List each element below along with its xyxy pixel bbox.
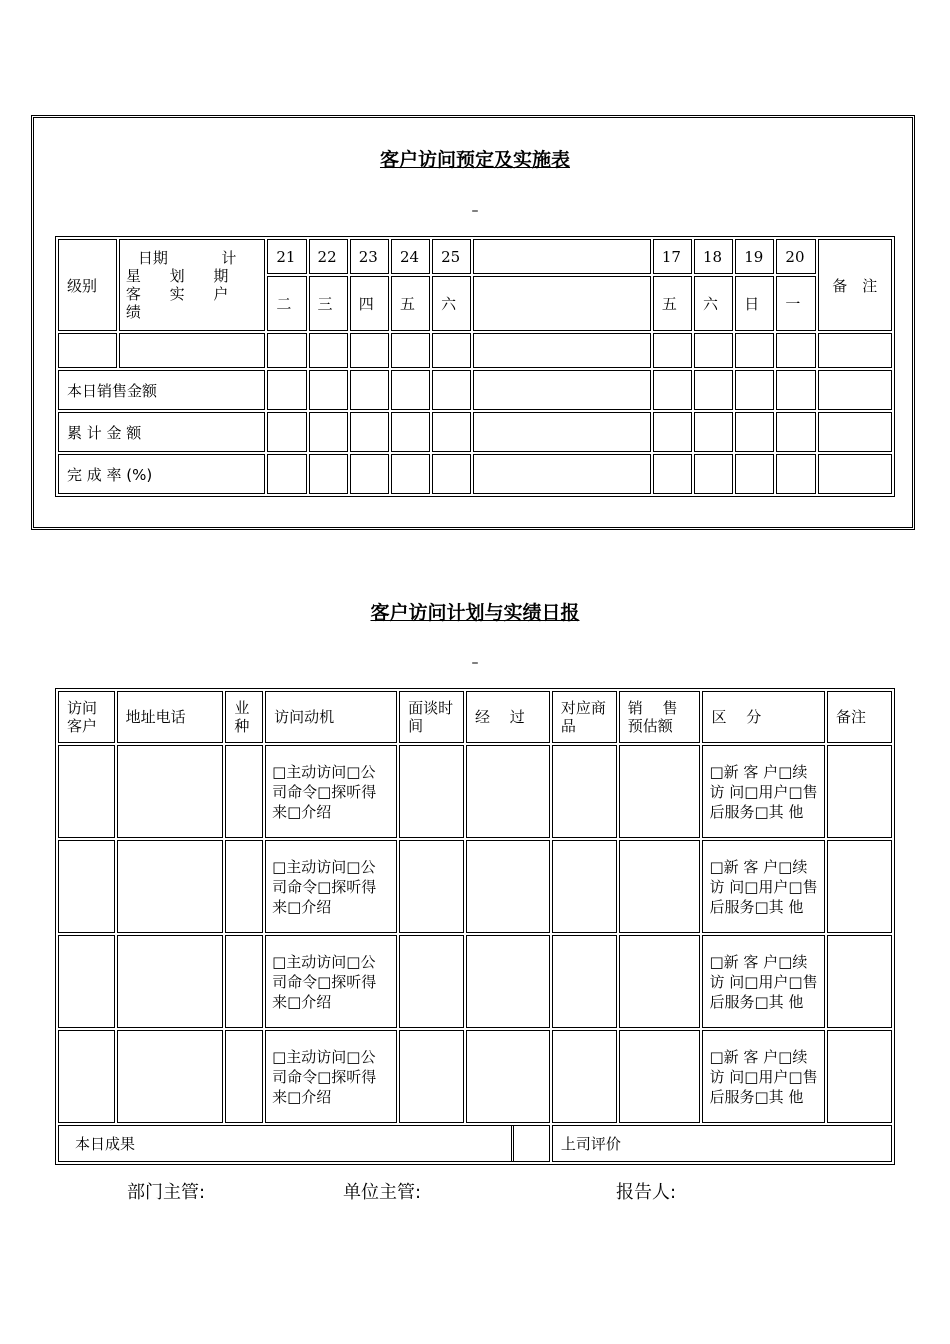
blank-cell[interactable] [694,454,733,494]
visit-customer-header: 访问客户 [58,691,115,743]
boss-review-label: 上司评价 [552,1125,892,1162]
weekday-cell: 五 [391,276,430,331]
report-title: 客户访问计划与实绩日报 [370,602,580,624]
blank-cell[interactable] [619,840,701,933]
dept-manager-label: 部门主管: [127,1182,206,1203]
blank-cell[interactable] [117,840,224,933]
blank-cell[interactable] [466,935,550,1028]
meeting-time-header: 面谈时间 [399,691,464,743]
blank-cell[interactable] [735,333,774,368]
motive-options[interactable]: □主动访问□公司命令□探听得来□介绍 [265,1030,397,1123]
plan-dash: – [471,203,479,219]
process-header: 经 过 [466,691,550,743]
blank-cell[interactable] [466,840,550,933]
blank-cell[interactable] [309,454,348,494]
report-row [58,1030,892,1123]
blank-cell[interactable] [117,1030,224,1123]
blank-cell[interactable] [225,745,263,838]
blank-cell[interactable] [552,745,617,838]
blank-cell[interactable] [653,454,692,494]
blank-cell[interactable] [350,333,389,368]
category-options[interactable]: □新 客 户□续 访 问□用户□售后服务□其 他 [702,935,825,1028]
blank-cell[interactable] [309,412,348,452]
blank-cell[interactable] [776,370,815,410]
blank-cell[interactable] [827,935,892,1028]
completion-label: 完 成 率 (%) [58,454,265,494]
motive-options[interactable]: □主动访问□公司命令□探听得来□介绍 [265,840,397,933]
blank-cell[interactable] [399,935,464,1028]
blank-cell[interactable] [225,1030,263,1123]
blank-cell[interactable] [267,454,306,494]
blank-cell[interactable] [58,935,115,1028]
blank-cell[interactable] [473,412,650,452]
blank-cell[interactable] [735,370,774,410]
blank-cell[interactable] [473,454,650,494]
blank-cell[interactable] [473,239,650,274]
blank-cell[interactable] [391,333,430,368]
weekday-cell: 日 [735,276,774,331]
weekday-cell: 六 [694,276,733,331]
category-options[interactable]: □新 客 户□续 访 问□用户□售后服务□其 他 [702,1030,825,1123]
blank-cell[interactable] [619,935,701,1028]
blank-cell[interactable] [694,333,733,368]
motive-options[interactable]: □主动访问□公司命令□探听得来□介绍 [265,745,397,838]
blank-cell[interactable] [267,370,306,410]
weekday-cell: 三 [309,276,348,331]
blank-cell[interactable] [653,412,692,452]
daily-sales-label: 本日销售金额 [58,370,265,410]
report-footer-row [58,1125,892,1162]
notes-header: 备 注 [818,239,892,331]
blank-cell[interactable] [225,840,263,933]
blank-cell[interactable] [818,454,892,494]
blank-cell[interactable] [391,412,430,452]
product-header: 对应商品 [552,691,617,743]
sales-estimate-header: 销 售 预估额 [619,691,701,743]
daily-sales-row [58,370,892,410]
level-header: 级别 [58,239,117,331]
weekday-cell: 四 [350,276,389,331]
motive-options[interactable]: □主动访问□公司命令□探听得来□介绍 [265,935,397,1028]
blank-cell[interactable] [552,840,617,933]
blank-cell[interactable] [473,333,650,368]
blank-cell[interactable] [399,840,464,933]
date-cell: 24 [391,239,430,274]
date-cell: 18 [694,239,733,274]
blank-cell[interactable] [818,412,892,452]
blank-cell[interactable] [225,935,263,1028]
blank-cell[interactable] [619,1030,701,1123]
blank-cell[interactable] [267,333,306,368]
blank-cell[interactable] [399,745,464,838]
blank-cell[interactable] [58,840,115,933]
blank-cell[interactable] [827,1030,892,1123]
blank-cell[interactable] [552,1030,617,1123]
report-row [58,935,892,1028]
category-options[interactable]: □新 客 户□续 访 问□用户□售后服务□其 他 [702,840,825,933]
date-cell: 19 [735,239,774,274]
report-row [58,840,892,933]
weekday-cell: 一 [776,276,815,331]
blank-cell[interactable] [117,745,224,838]
blank-cell[interactable] [391,454,430,494]
blank-cell[interactable] [827,745,892,838]
blank-cell[interactable] [653,370,692,410]
plan-title: 客户访问预定及实施表 [379,149,570,171]
blank-cell[interactable] [735,412,774,452]
report-table [55,688,895,1165]
weekday-cell: 二 [267,276,306,331]
blank-cell[interactable] [735,454,774,494]
blank-cell[interactable] [776,412,815,452]
blank-cell[interactable] [694,412,733,452]
blank-cell[interactable] [818,370,892,410]
blank-cell[interactable] [309,370,348,410]
blank-cell[interactable] [58,745,115,838]
motive-header: 访问动机 [265,691,397,743]
blank-cell[interactable] [776,333,815,368]
blank-cell[interactable] [432,412,471,452]
cumulative-row [58,412,892,452]
address-phone-header: 地址电话 [117,691,224,743]
blank-cell[interactable] [694,370,733,410]
report-header-row [58,691,892,743]
completion-row [58,454,892,494]
blank-cell[interactable] [432,333,471,368]
plan-table [55,236,895,497]
business-header: 业种 [225,691,263,743]
blank-cell[interactable] [653,333,692,368]
plan-blank-row [58,333,892,368]
remarks-header: 备注 [827,691,892,743]
report-row [58,745,892,838]
unit-manager-label: 单位主管: [343,1182,422,1203]
blank-cell[interactable] [466,745,550,838]
blank-cell[interactable] [58,333,117,368]
blank-cell[interactable] [473,370,650,410]
report-dash: – [471,655,479,671]
blank-cell[interactable] [117,935,224,1028]
weekday-cell: 五 [653,276,692,331]
cumulative-label: 累 计 金 额 [58,412,265,452]
weekday-cell: 六 [432,276,471,331]
blank-cell[interactable] [350,454,389,494]
date-cell: 21 [267,239,306,274]
date-cell: 22 [309,239,348,274]
date-plan-header: 日期 计 星 划 期 客 实 户 绩 [119,239,266,331]
reporter-label: 报告人: [616,1182,677,1203]
blank-cell[interactable] [473,276,650,331]
blank-cell[interactable] [619,745,701,838]
blank-cell[interactable] [58,1030,115,1123]
blank-cell[interactable] [309,333,348,368]
blank-cell[interactable] [827,840,892,933]
blank-cell[interactable] [432,370,471,410]
today-result-label: 本日成果 [67,1126,514,1161]
blank-cell[interactable] [391,370,430,410]
blank-cell[interactable] [776,454,815,494]
date-cell: 23 [350,239,389,274]
blank-cell[interactable] [267,412,306,452]
category-options[interactable]: □新 客 户□续 访 问□用户□售后服务□其 他 [702,745,825,838]
blank-cell[interactable] [466,1030,550,1123]
blank-cell[interactable] [552,935,617,1028]
date-cell: 17 [653,239,692,274]
blank-cell[interactable] [119,333,266,368]
blank-cell[interactable] [818,333,892,368]
blank-cell[interactable] [350,412,389,452]
date-cell: 25 [432,239,471,274]
blank-cell[interactable] [350,370,389,410]
category-header: 区 分 [702,691,825,743]
blank-cell[interactable] [432,454,471,494]
date-cell: 20 [776,239,815,274]
blank-cell[interactable] [399,1030,464,1123]
